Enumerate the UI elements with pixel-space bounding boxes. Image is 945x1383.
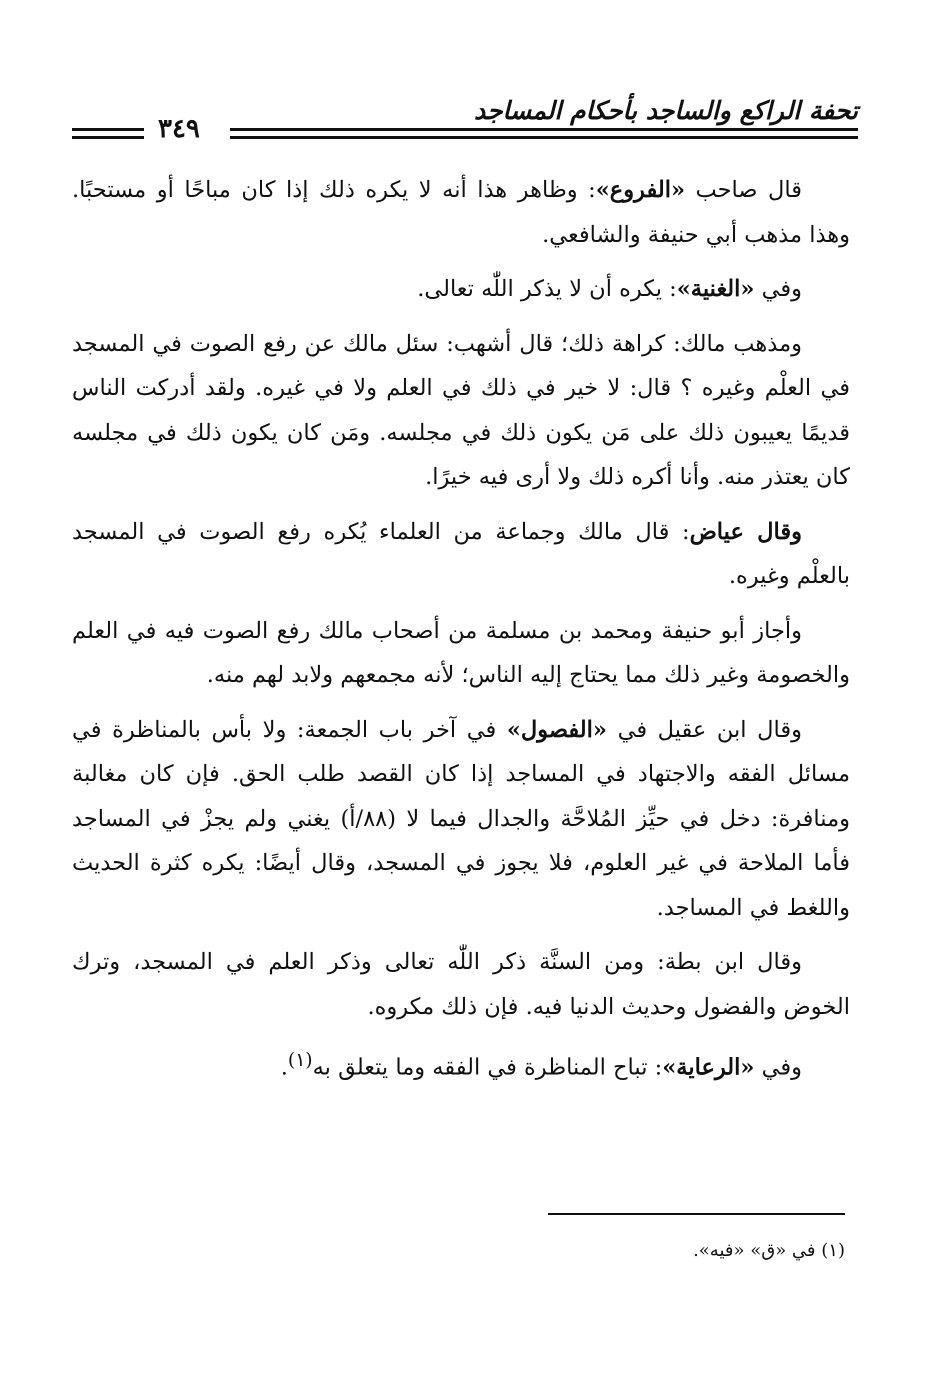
paragraph: قال صاحب «الفروع»: وظاهر هذا أنه لا يكره ذلك إذا كان مباحًا أو مستحبًا. وهذا مذهب أبي حنيفة والشافعي. (72, 177, 850, 248)
paragraph: وقال عياض: قال مالك وجماعة من العلماء يُكره رفع الصوت في المسجد بالعلْم وغيره. (72, 518, 850, 589)
header-rule (72, 136, 144, 139)
footnote-separator (548, 1213, 845, 1215)
page-number: ٣٤٩ (158, 114, 200, 144)
header-rule (230, 136, 858, 139)
header-rule (72, 128, 144, 131)
main-text (72, 168, 850, 1100)
page-header (72, 96, 858, 156)
paragraph: ومذهب مالك: كراهة ذلك؛ قال أشهب: سئل مالك عن رفع الصوت في المسجد في العلْم وغيره ؟ قال: لا خير في ذلك في العلم ولا في غيره. ولقد أدركت الناس قديمًا يعيبون ذلك على مَن يكون ذلك في مجلسه. ومَن كان يكون ذلك في مجلسه كان يعتذر منه. وأنا أكره ذلك ولا أرى فيه خيرًا. (72, 330, 850, 490)
footnote-marker: (١) (287, 1050, 313, 1071)
book-title: تحفة الراكع والساجد بأحكام المساجد (473, 96, 858, 125)
footnote: (١) في «ق» «فيه». (693, 1240, 845, 1261)
paragraph: وفي «الرعاية»: تباح المناظرة في الفقه وما يتعلق به$^{(١)}$. (280, 1050, 802, 1081)
paragraph: وقال ابن بطة: ومن السنَّة ذكر اللّٰه تعالى وذكر العلم في المسجد، وترك الخوض والفضول وحديث الدنيا فيه. فإن ذلك مكروه. (72, 949, 850, 1020)
paragraph: وأجاز أبو حنيفة ومحمد بن مسلمة من أصحاب مالك رفع الصوت فيه في العلم والخصومة وغير ذلك مما يحتاج إليه الناس؛ لأنه مجمعهم ولابد لهم منه. (72, 617, 850, 688)
paragraph: وقال ابن عقيل في «الفصول» في آخر باب الجمعة: ولا بأس بالمناظرة في مسائل الفقه والاجتهاد في المساجد إذا كان القصد طلب الحق. فإن كان مغالبة ومنافرة: دخل في حيِّز المُلاحَّة والجدال فيما لا (٨٨/أ) يغني ولم يجزْ في المساجد فأما الملاحة في غير العلوم، فلا يجوز في المسجد، وقال أيضًا: يكره كثرة الحديث واللغط في المساجد. (72, 716, 850, 921)
header-rule (230, 128, 858, 131)
paragraph: وفي «الغنية»: يكره أن لا يذكر اللّٰه تعالى. (417, 276, 802, 302)
